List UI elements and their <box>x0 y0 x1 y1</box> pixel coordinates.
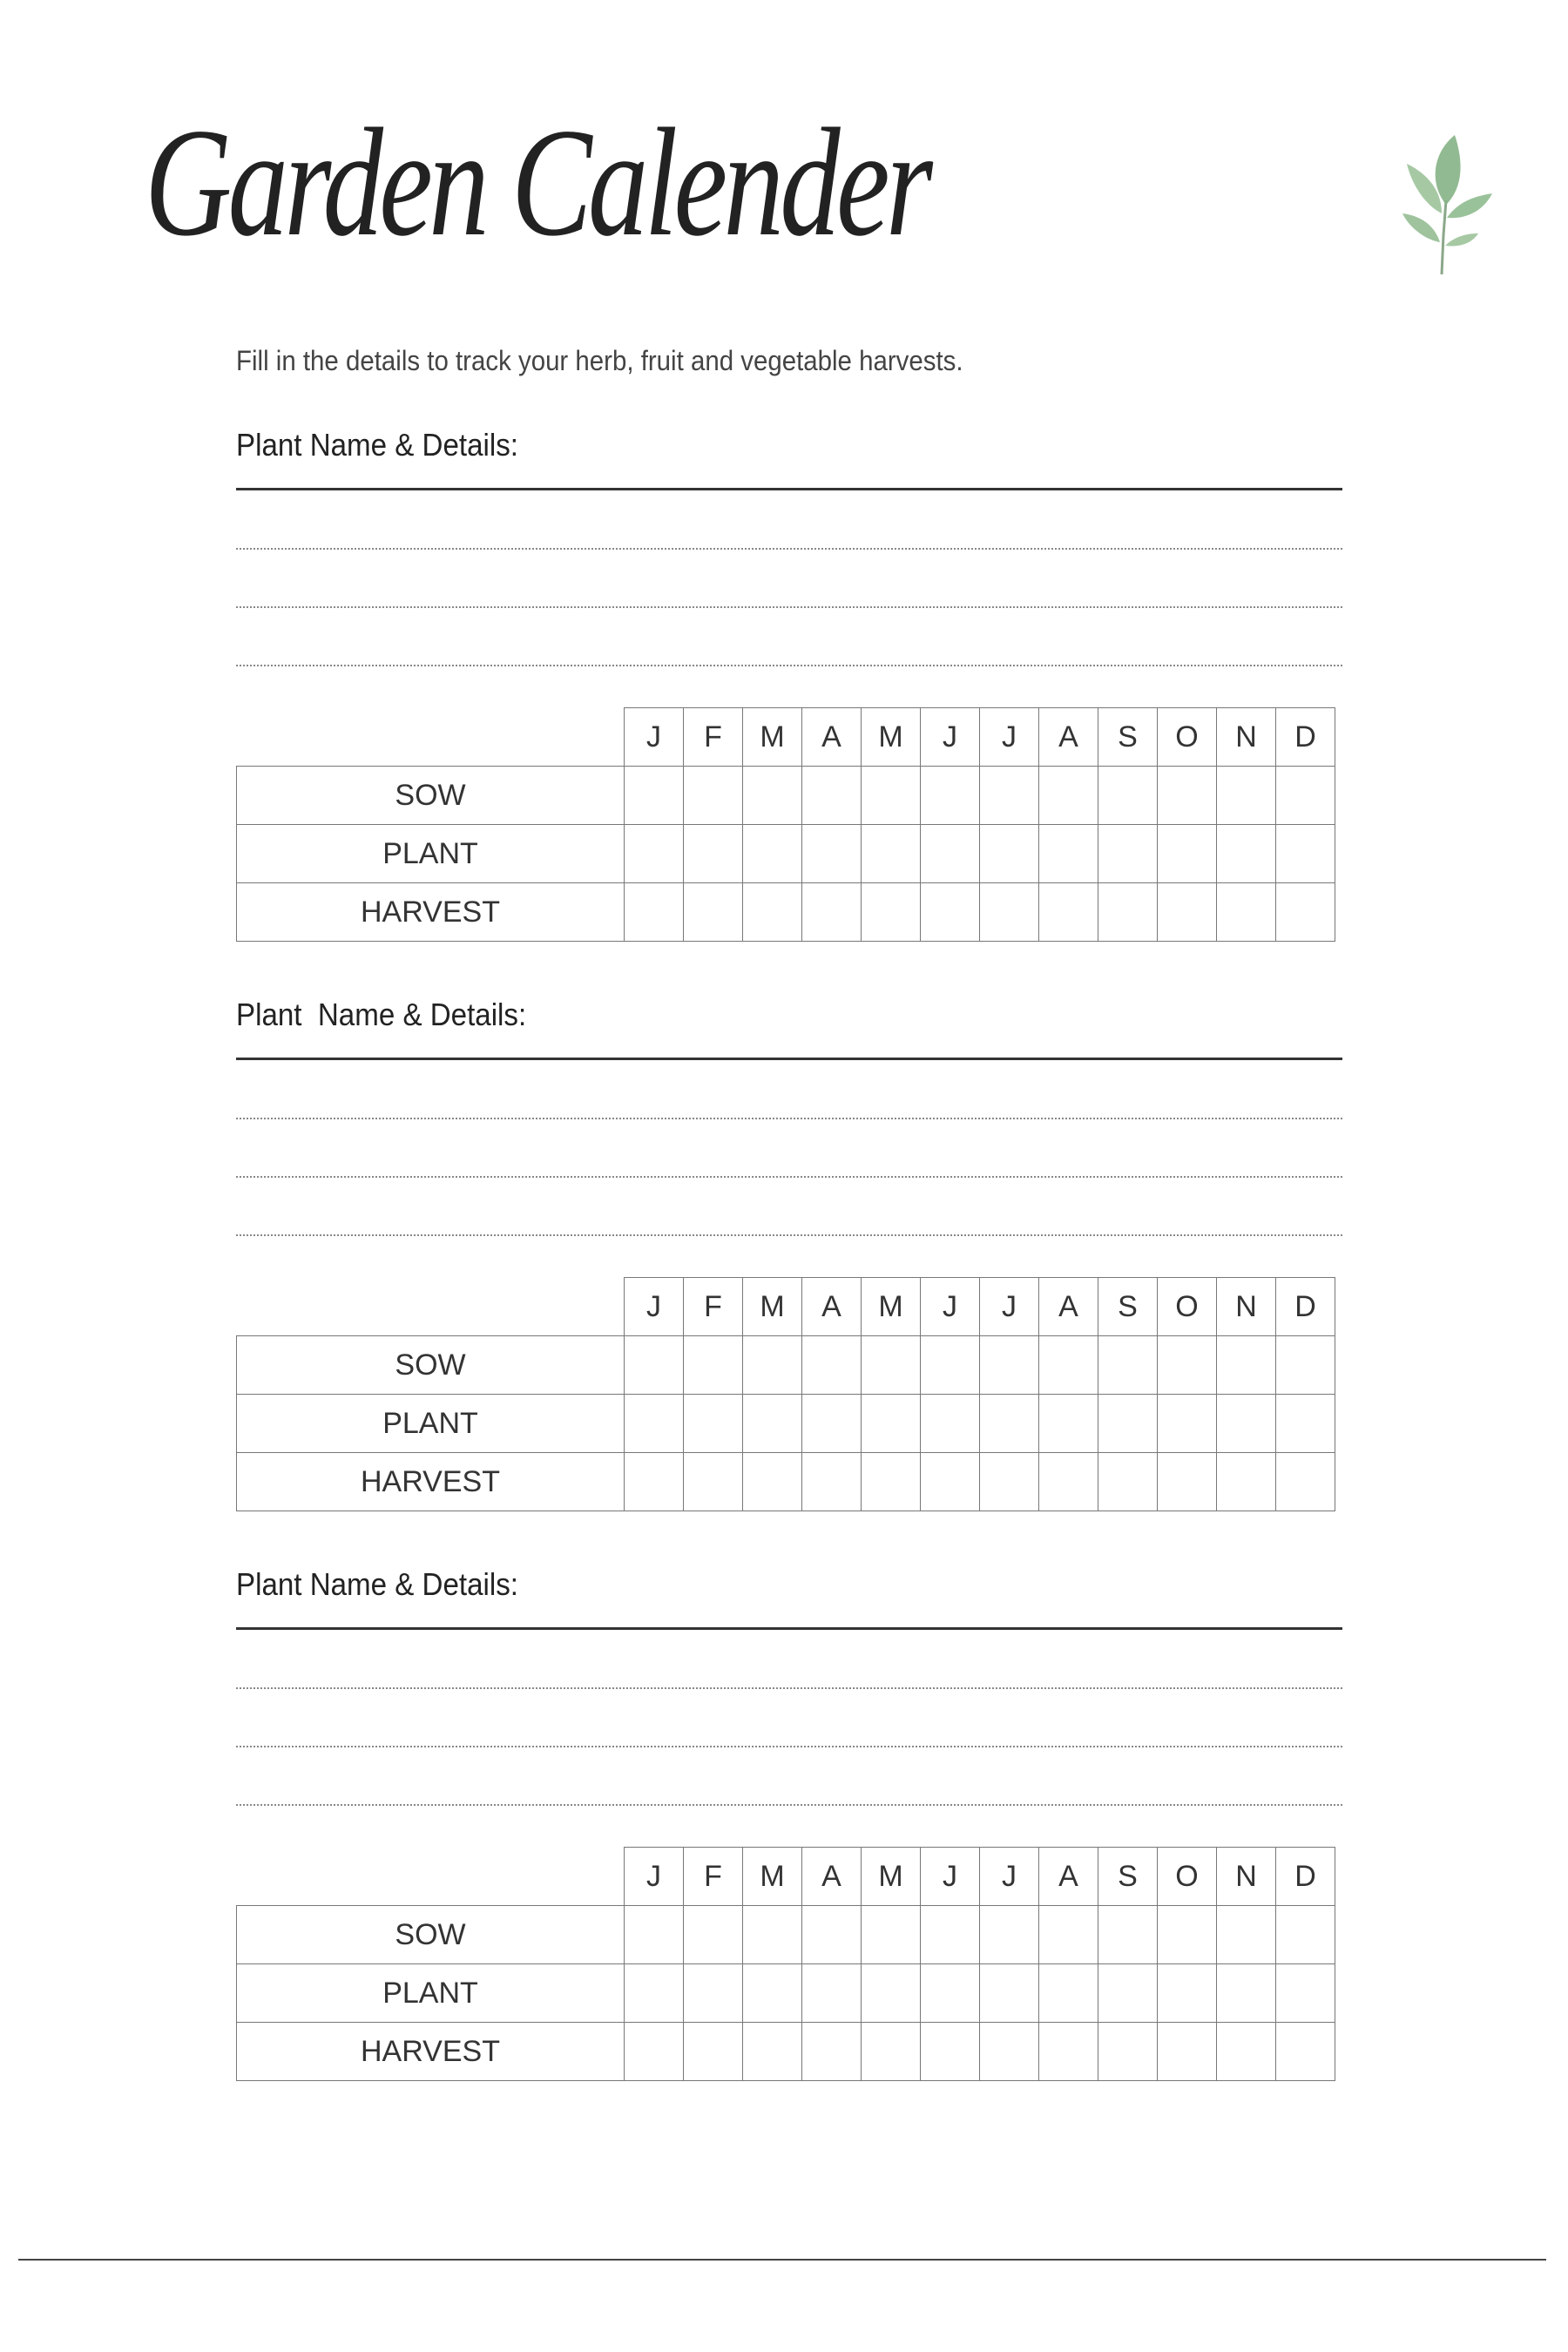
month-cell[interactable] <box>1098 1395 1158 1453</box>
row-label-plant: PLANT <box>237 1395 625 1453</box>
month-cell[interactable] <box>743 2023 802 2081</box>
month-cell[interactable] <box>743 1395 802 1453</box>
month-cell[interactable] <box>802 1906 862 1964</box>
plant-name-line[interactable] <box>236 1058 1342 1060</box>
plant-section <box>236 997 1342 1537</box>
month-header: S <box>1098 708 1158 767</box>
details-line[interactable] <box>236 665 1342 666</box>
month-cell[interactable] <box>1098 767 1158 825</box>
month-cell[interactable] <box>1276 825 1335 883</box>
row-label-sow: SOW <box>237 767 625 825</box>
table-row <box>237 1964 1335 2023</box>
month-cell[interactable] <box>1098 1453 1158 1511</box>
month-cell[interactable] <box>1158 1906 1217 1964</box>
month-cell[interactable] <box>1098 2023 1158 2081</box>
month-cell[interactable] <box>862 1336 921 1395</box>
month-cell[interactable] <box>1039 825 1098 883</box>
month-cell[interactable] <box>1276 767 1335 825</box>
month-cell[interactable] <box>625 825 684 883</box>
month-cell[interactable] <box>625 1395 684 1453</box>
month-header: J <box>625 708 684 767</box>
month-cell[interactable] <box>1158 825 1217 883</box>
month-cell[interactable] <box>743 1964 802 2023</box>
month-cell[interactable] <box>684 883 743 942</box>
month-grid <box>236 707 1335 942</box>
month-header: N <box>1217 708 1276 767</box>
month-cell[interactable] <box>802 825 862 883</box>
month-header: J <box>625 1278 684 1336</box>
month-cell[interactable] <box>1039 1906 1098 1964</box>
month-cell[interactable] <box>1039 1964 1098 2023</box>
month-cell[interactable] <box>625 1964 684 2023</box>
details-line[interactable] <box>236 606 1342 608</box>
month-cell[interactable] <box>684 1336 743 1395</box>
month-cell[interactable] <box>684 1906 743 1964</box>
month-cell[interactable] <box>743 1453 802 1511</box>
month-cell[interactable] <box>1217 825 1276 883</box>
month-cell[interactable] <box>743 825 802 883</box>
month-header: O <box>1158 1848 1217 1906</box>
details-line[interactable] <box>236 1746 1342 1747</box>
row-label-harvest: HARVEST <box>237 883 625 942</box>
month-cell[interactable] <box>862 767 921 825</box>
month-cell[interactable] <box>802 1395 862 1453</box>
month-cell[interactable] <box>1158 1453 1217 1511</box>
month-cell[interactable] <box>802 1964 862 2023</box>
month-cell[interactable] <box>1217 2023 1276 2081</box>
month-cell[interactable] <box>980 1395 1039 1453</box>
month-header: F <box>684 708 743 767</box>
month-cell[interactable] <box>1039 1395 1098 1453</box>
month-header-row <box>237 708 1335 767</box>
month-header: M <box>743 708 802 767</box>
month-header: M <box>743 1278 802 1336</box>
month-cell[interactable] <box>921 1453 980 1511</box>
month-cell[interactable] <box>1039 883 1098 942</box>
table-row <box>237 1453 1335 1511</box>
month-cell[interactable] <box>684 767 743 825</box>
row-label-plant: PLANT <box>237 825 625 883</box>
month-cell[interactable] <box>802 1453 862 1511</box>
month-cell[interactable] <box>862 1906 921 1964</box>
month-header: D <box>1276 708 1335 767</box>
month-header-row <box>237 1278 1335 1336</box>
page-title: Garden Calender <box>145 96 929 268</box>
month-cell[interactable] <box>921 767 980 825</box>
row-label-harvest: HARVEST <box>237 1453 625 1511</box>
month-cell[interactable] <box>625 883 684 942</box>
month-header: M <box>743 1848 802 1906</box>
row-label-harvest: HARVEST <box>237 2023 625 2081</box>
details-line[interactable] <box>236 1234 1342 1236</box>
month-cell[interactable] <box>921 1906 980 1964</box>
month-header: S <box>1098 1278 1158 1336</box>
month-header: O <box>1158 708 1217 767</box>
month-header: J <box>625 1848 684 1906</box>
month-header: O <box>1158 1278 1217 1336</box>
month-cell[interactable] <box>1217 1964 1276 2023</box>
row-label-sow: SOW <box>237 1336 625 1395</box>
table-row <box>237 1395 1335 1453</box>
month-cell[interactable] <box>1098 1336 1158 1395</box>
table-row <box>237 1336 1335 1395</box>
month-cell[interactable] <box>921 883 980 942</box>
month-cell[interactable] <box>684 1395 743 1453</box>
month-cell[interactable] <box>1217 1906 1276 1964</box>
month-cell[interactable] <box>1098 1964 1158 2023</box>
month-cell[interactable] <box>1217 883 1276 942</box>
month-header: N <box>1217 1278 1276 1336</box>
details-line[interactable] <box>236 1804 1342 1806</box>
month-header: M <box>862 1848 921 1906</box>
plant-name-line[interactable] <box>236 1627 1342 1630</box>
details-line[interactable] <box>236 548 1342 550</box>
month-cell[interactable] <box>980 1906 1039 1964</box>
month-cell[interactable] <box>1276 883 1335 942</box>
month-cell[interactable] <box>1098 1906 1158 1964</box>
month-cell[interactable] <box>625 1906 684 1964</box>
month-cell[interactable] <box>684 1453 743 1511</box>
leaf-sprig-icon <box>1381 131 1494 279</box>
month-cell[interactable] <box>1039 2023 1098 2081</box>
month-cell[interactable] <box>802 1336 862 1395</box>
month-header: F <box>684 1278 743 1336</box>
month-cell[interactable] <box>684 1964 743 2023</box>
empty-corner <box>237 1848 625 1906</box>
month-cell[interactable] <box>862 1453 921 1511</box>
month-cell[interactable] <box>1158 1964 1217 2023</box>
month-cell[interactable] <box>1039 767 1098 825</box>
month-cell[interactable] <box>1217 1453 1276 1511</box>
month-grid <box>236 1847 1335 2081</box>
month-cell[interactable] <box>625 767 684 825</box>
plant-name-line[interactable] <box>236 488 1342 490</box>
month-cell[interactable] <box>980 883 1039 942</box>
month-cell[interactable] <box>1276 1906 1335 1964</box>
month-header: A <box>1039 708 1098 767</box>
plant-name-label: Plant Name & Details: <box>236 1566 518 1602</box>
month-cell[interactable] <box>980 2023 1039 2081</box>
instructions-text: Fill in the details to track your herb, fruit and vegetable harvests. <box>236 345 963 376</box>
bottom-divider <box>18 2259 1546 2261</box>
empty-corner <box>237 1278 625 1336</box>
month-header: J <box>921 1848 980 1906</box>
month-cell[interactable] <box>1276 1453 1335 1511</box>
month-cell[interactable] <box>625 1336 684 1395</box>
month-header: J <box>980 708 1039 767</box>
plant-section <box>236 427 1342 967</box>
month-header: J <box>980 1278 1039 1336</box>
month-cell[interactable] <box>1158 1395 1217 1453</box>
month-cell[interactable] <box>862 825 921 883</box>
table-row <box>237 825 1335 883</box>
month-cell[interactable] <box>1158 1336 1217 1395</box>
plant-section <box>236 1566 1342 2106</box>
month-cell[interactable] <box>1217 767 1276 825</box>
month-cell[interactable] <box>921 1336 980 1395</box>
month-cell[interactable] <box>1158 2023 1217 2081</box>
plant-name-label: Plant Name & Details: <box>236 427 518 463</box>
empty-corner <box>237 708 625 767</box>
month-cell[interactable] <box>1158 883 1217 942</box>
month-cell[interactable] <box>921 2023 980 2081</box>
month-cell[interactable] <box>1276 1336 1335 1395</box>
month-header-row <box>237 1848 1335 1906</box>
month-cell[interactable] <box>743 767 802 825</box>
month-header: F <box>684 1848 743 1906</box>
plant-name-label: Plant Name & Details: <box>236 997 527 1032</box>
month-header: J <box>921 1278 980 1336</box>
month-cell[interactable] <box>684 825 743 883</box>
month-header: N <box>1217 1848 1276 1906</box>
month-cell[interactable] <box>980 767 1039 825</box>
month-cell[interactable] <box>862 1964 921 2023</box>
month-header: D <box>1276 1278 1335 1336</box>
month-cell[interactable] <box>1276 2023 1335 2081</box>
month-cell[interactable] <box>743 1906 802 1964</box>
month-cell[interactable] <box>862 883 921 942</box>
month-cell[interactable] <box>921 1964 980 2023</box>
month-cell[interactable] <box>980 825 1039 883</box>
month-cell[interactable] <box>625 1453 684 1511</box>
month-cell[interactable] <box>1276 1964 1335 2023</box>
month-cell[interactable] <box>980 1453 1039 1511</box>
month-cell[interactable] <box>1217 1336 1276 1395</box>
month-cell[interactable] <box>980 1964 1039 2023</box>
table-row <box>237 883 1335 942</box>
month-cell[interactable] <box>862 2023 921 2081</box>
month-cell[interactable] <box>743 1336 802 1395</box>
month-cell[interactable] <box>862 1395 921 1453</box>
month-cell[interactable] <box>921 825 980 883</box>
month-cell[interactable] <box>921 1395 980 1453</box>
month-cell[interactable] <box>802 767 862 825</box>
month-header: A <box>802 708 862 767</box>
month-header: A <box>802 1278 862 1336</box>
month-header: A <box>1039 1848 1098 1906</box>
month-cell[interactable] <box>743 883 802 942</box>
month-header: M <box>862 1278 921 1336</box>
month-grid <box>236 1277 1335 1511</box>
month-cell[interactable] <box>1039 1453 1098 1511</box>
month-header: S <box>1098 1848 1158 1906</box>
month-cell[interactable] <box>1039 1336 1098 1395</box>
details-line[interactable] <box>236 1118 1342 1119</box>
details-line[interactable] <box>236 1176 1342 1178</box>
month-cell[interactable] <box>684 2023 743 2081</box>
month-cell[interactable] <box>1276 1395 1335 1453</box>
month-header: J <box>921 708 980 767</box>
month-header: D <box>1276 1848 1335 1906</box>
month-cell[interactable] <box>625 2023 684 2081</box>
month-cell[interactable] <box>1217 1395 1276 1453</box>
row-label-sow: SOW <box>237 1906 625 1964</box>
month-header: M <box>862 708 921 767</box>
month-cell[interactable] <box>1158 767 1217 825</box>
details-line[interactable] <box>236 1687 1342 1689</box>
month-cell[interactable] <box>802 2023 862 2081</box>
month-cell[interactable] <box>802 883 862 942</box>
table-row <box>237 767 1335 825</box>
month-cell[interactable] <box>980 1336 1039 1395</box>
row-label-plant: PLANT <box>237 1964 625 2023</box>
month-header: A <box>802 1848 862 1906</box>
month-cell[interactable] <box>1098 825 1158 883</box>
table-row <box>237 2023 1335 2081</box>
month-cell[interactable] <box>1098 883 1158 942</box>
month-header: A <box>1039 1278 1098 1336</box>
table-row <box>237 1906 1335 1964</box>
month-header: J <box>980 1848 1039 1906</box>
